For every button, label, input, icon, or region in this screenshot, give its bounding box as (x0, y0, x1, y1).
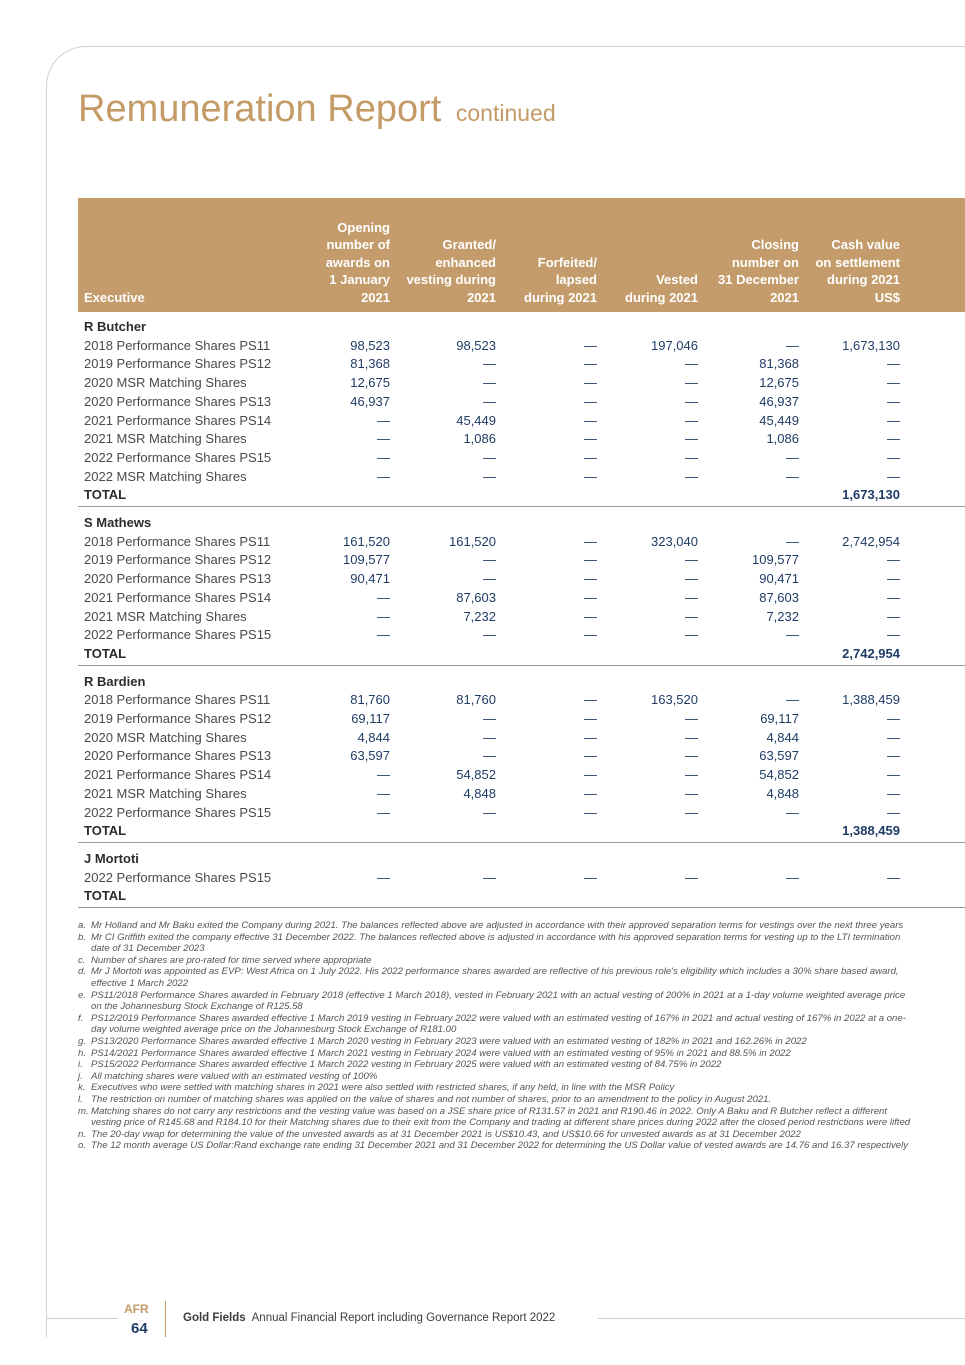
cell-value: — (584, 589, 597, 605)
cell-value: — (887, 608, 900, 624)
executive-name: R Bardien (84, 673, 146, 689)
cell-value: — (377, 449, 390, 465)
award-label: 2021 MSR Matching Shares (84, 785, 247, 801)
total-row (78, 887, 965, 906)
total-value: 1,388,459 (842, 823, 900, 839)
footnote-key: c. (78, 954, 86, 966)
cell-value: 87,603 (759, 589, 799, 605)
award-label: 2020 Performance Shares PS13 (84, 571, 272, 587)
cell-value: — (584, 375, 597, 391)
cell-value: 197,046 (651, 337, 698, 353)
footer-divider (165, 1301, 166, 1337)
executive-name: J Mortoti (84, 850, 139, 866)
cell-value: 4,844 (766, 729, 799, 745)
cell-value: — (685, 431, 698, 447)
table-row (78, 570, 965, 589)
table-row (78, 337, 965, 356)
cell-value: — (685, 627, 698, 643)
cell-value: — (887, 589, 900, 605)
cell-value: 109,577 (343, 552, 390, 568)
footer-text (183, 1312, 555, 1324)
footer-rule-right (598, 1318, 965, 1319)
cell-value: — (685, 571, 698, 587)
cell-value: 1,086 (766, 431, 799, 447)
total-label: TOTAL (84, 487, 127, 503)
table-row (78, 729, 965, 748)
footnote (78, 1082, 918, 1094)
award-label: 2018 Performance Shares PS11 (84, 337, 271, 353)
cell-value: — (584, 571, 597, 587)
award-label: 2021 MSR Matching Shares (84, 608, 247, 624)
cell-value: 161,520 (449, 533, 496, 549)
total-label: TOTAL (84, 888, 127, 904)
cell-value: — (685, 748, 698, 764)
cell-value: — (584, 729, 597, 745)
cell-value: — (887, 449, 900, 465)
cell-value: — (483, 571, 496, 587)
footer-report: Annual Financial Report including Governance Report 2022 (251, 1312, 556, 1324)
cell-value: — (887, 729, 900, 745)
cell-value: — (584, 393, 597, 409)
award-label: 2022 MSR Matching Shares (84, 468, 247, 484)
cell-value: — (685, 869, 698, 885)
footnote-key: g. (78, 1035, 87, 1047)
award-label: 2018 Performance Shares PS11 (84, 692, 271, 708)
table-row (78, 710, 965, 729)
award-label: 2021 Performance Shares PS14 (84, 412, 272, 428)
cell-value: — (685, 375, 698, 391)
group-separator (78, 907, 965, 908)
footnote-text: Number of shares are pro-rated for time served where appropriate (91, 954, 372, 966)
cell-value: — (887, 552, 900, 568)
cell-value: — (584, 627, 597, 643)
cell-value: 4,844 (357, 729, 390, 745)
cell-value: — (887, 571, 900, 587)
group-separator (78, 506, 965, 507)
footnote (78, 955, 918, 967)
cell-value: — (483, 468, 496, 484)
cell-value: 69,117 (760, 711, 799, 726)
footnote-text: PS15/2022 Performance Shares awarded effective 1 March 2022 vesting in February 2025 were valued with an estimated vesting of 84.75% in 2022 (91, 1059, 722, 1071)
cell-value: 90,471 (759, 571, 799, 587)
cell-value: — (887, 711, 900, 726)
award-label: 2021 Performance Shares PS14 (84, 767, 272, 783)
footnote (78, 1048, 918, 1060)
cell-value: — (887, 748, 900, 764)
cell-value: 69,117 (351, 711, 390, 726)
table-row (78, 747, 965, 766)
cell-value: — (584, 785, 597, 801)
cell-value: — (685, 356, 698, 372)
cell-value: — (786, 337, 799, 353)
cell-value: 1,086 (463, 431, 496, 447)
cell-value: — (685, 785, 698, 801)
table-row (78, 449, 965, 468)
cell-value: — (584, 869, 597, 885)
executive-name: R Butcher (84, 319, 147, 334)
group-name-row (78, 514, 965, 533)
table-header (78, 198, 965, 312)
cell-value: 163,520 (651, 692, 698, 708)
cell-value: 63,597 (350, 748, 390, 764)
cell-value: — (685, 412, 698, 428)
footnote-text: Mr Holland and Mr Baku exited the Company during 2021. The balances reflected above are adjusted in accordance with their approved separation terms for vestings over the next three years (91, 920, 904, 931)
cell-value: — (584, 552, 597, 568)
cell-value: 90,471 (350, 571, 390, 587)
footnote-text: PS11/2018 Performance Shares awarded in February 2018 (effective 1 March 2018), vested in February 2021 with an actual vesting of 200% in 2021 at a 1-day volume weighted average price on the Johannesburg Stock Exchange of R125.58 (91, 989, 906, 1013)
cell-value: — (377, 869, 390, 885)
footnote-key: m. (78, 1105, 89, 1117)
cell-value: 81,760 (456, 692, 496, 708)
cell-value: — (584, 692, 597, 708)
cell-value: 98,523 (456, 337, 496, 353)
cell-value: — (584, 804, 597, 820)
cell-value: — (887, 627, 900, 643)
award-label: 2022 Performance Shares PS15 (84, 627, 272, 643)
footnote-text: PS13/2020 Performance Shares awarded effective 1 March 2020 vesting in February 2023 were valued with an estimated vesting of 182% in 2021 and 162.26% in 2022 (91, 1035, 807, 1047)
table-row (78, 869, 965, 888)
group-name-row (78, 318, 965, 337)
cell-value: — (584, 337, 597, 353)
table-row (78, 533, 965, 552)
footnote-text: The 20-day vwap for determining the value of the unvested awards as at 31 December 2021 is US$10.43, and US$10.66 for unvested awards as at 31 December 2022 (91, 1128, 801, 1140)
table-row (78, 355, 965, 374)
cell-value: — (483, 627, 496, 643)
total-row (78, 822, 965, 841)
total-label: TOTAL (84, 823, 127, 839)
cell-value: 54,852 (759, 767, 799, 783)
executive-name: S Mathews (84, 515, 152, 530)
cell-value: — (483, 393, 496, 409)
footnote (78, 1106, 918, 1129)
footnote-key: l. (78, 1093, 83, 1105)
footnote-key: n. (78, 1128, 87, 1140)
cell-value: 7,232 (463, 608, 496, 624)
footnote-key: d. (78, 966, 87, 978)
award-label: 2018 Performance Shares PS11 (84, 533, 271, 549)
table-row (78, 766, 965, 785)
footer-rule-left (46, 1318, 118, 1319)
cell-value: — (377, 804, 390, 820)
cell-value: — (483, 356, 496, 372)
cell-value: — (786, 869, 799, 885)
cell-value: — (887, 785, 900, 801)
cell-value: — (483, 869, 496, 885)
award-label: 2022 Performance Shares PS15 (84, 804, 272, 820)
footnote-key: i. (78, 1059, 83, 1071)
footnote-key: k. (78, 1082, 86, 1094)
cell-value: — (887, 804, 900, 820)
table-row (78, 626, 965, 645)
cell-value: 54,852 (456, 767, 496, 783)
award-label: 2020 MSR Matching Shares (84, 375, 247, 391)
footnote (78, 1140, 918, 1152)
footnote (78, 932, 918, 955)
award-label: 2021 Performance Shares PS14 (84, 589, 272, 605)
cell-value: — (887, 869, 900, 885)
cell-value: — (685, 767, 698, 783)
cell-value: — (584, 748, 597, 764)
footnote-key: h. (78, 1047, 87, 1059)
footnote-key: o. (78, 1140, 87, 1152)
cell-value: — (685, 608, 698, 624)
award-label: 2020 Performance Shares PS13 (84, 748, 272, 764)
footnotes (78, 920, 918, 1152)
footnote (78, 1071, 918, 1083)
table-row (78, 691, 965, 710)
cell-value: — (377, 785, 390, 801)
cell-value: 4,848 (766, 785, 799, 801)
group-separator (78, 842, 965, 843)
footnote-key: b. (78, 931, 87, 943)
footnote (78, 1129, 918, 1141)
cell-value: — (483, 449, 496, 465)
table-row (78, 804, 965, 823)
cell-value: — (483, 804, 496, 820)
table-row (78, 785, 965, 804)
cell-value: 46,937 (759, 393, 799, 409)
cell-value: 81,368 (350, 356, 390, 372)
award-label: 2021 MSR Matching Shares (84, 431, 247, 447)
cell-value: — (685, 449, 698, 465)
cell-value: 109,577 (752, 552, 799, 568)
cell-value: — (685, 729, 698, 745)
cell-value: 98,523 (350, 337, 390, 353)
header-granted: Granted/ enhanced vesting during 2021 (406, 237, 496, 305)
cell-value: 81,760 (350, 692, 390, 708)
total-value: 1,673,130 (842, 487, 900, 503)
cell-value: — (786, 449, 799, 465)
footnote-text: Mr CI Griffith exited the company effective 31 December 2022. The balances reflected above is adjusted in accordance with his approved separation terms for vesting up to the LTI termination date of 31 December 2023 (91, 931, 901, 955)
cell-value: — (685, 393, 698, 409)
footnote (78, 966, 918, 989)
cell-value: — (685, 804, 698, 820)
cell-value: — (584, 412, 597, 428)
cell-value: — (887, 375, 900, 391)
footnote-text: PS14/2021 Performance Shares awarded effective 1 March 2021 vesting in February 2024 were valued with an estimated vesting of 95% in 2021 and 88.5% in 2022 (91, 1047, 791, 1059)
footnote (78, 920, 918, 932)
cell-value: — (483, 729, 496, 745)
group-separator (78, 665, 965, 666)
cell-value: 323,040 (651, 533, 698, 549)
cell-value: — (584, 533, 597, 549)
total-row (78, 645, 965, 664)
footnote-text: PS12/2019 Performance Shares awarded effective 1 March 2019 vesting in February 2022 were valued with an estimated vesting of 167% in 2021 and actual vesting of 167% in 2022 at a one-day volume weighted average price on the Johannesburg Stock Exchange of R181.00 (91, 1012, 906, 1036)
cell-value: 46,937 (350, 393, 390, 409)
footnote (78, 1059, 918, 1071)
total-row (78, 486, 965, 505)
award-label: 2022 Performance Shares PS15 (84, 449, 272, 465)
group-name-row (78, 673, 965, 692)
award-label: 2020 Performance Shares PS13 (84, 393, 272, 409)
footnote-key: j. (78, 1070, 83, 1082)
cell-value: 12,675 (350, 375, 390, 391)
cell-value: — (377, 767, 390, 783)
table-row (78, 430, 965, 449)
table-row (78, 551, 965, 570)
cell-value: 63,597 (759, 748, 799, 764)
table-row (78, 393, 965, 412)
header-vested: Vested during 2021 (625, 272, 698, 305)
cell-value: 7,232 (766, 608, 799, 624)
cell-value: — (685, 552, 698, 568)
footnote-key: e. (78, 989, 87, 1001)
cell-value: — (377, 412, 390, 428)
cell-value: 161,520 (343, 533, 390, 549)
cell-value: — (584, 767, 597, 783)
cell-value: — (685, 711, 698, 726)
footnote-text: All matching shares were valued with an estimated vesting of 100% (91, 1070, 378, 1082)
table-row (78, 374, 965, 393)
cell-value: — (377, 589, 390, 605)
table-row (78, 589, 965, 608)
cell-value: — (786, 627, 799, 643)
header-opening: Opening number of awards on 1 January 2021 (325, 219, 390, 305)
footnote-text: Mr J Mortoti was appointed as EVP: West Africa on 1 July 2022. His 2022 performance shares awarded are reflective of his previous role's eligibility which includes a 30% share based award, effective 1 March 2022 (91, 966, 899, 989)
cell-value: — (887, 393, 900, 409)
cell-value: — (685, 468, 698, 484)
cell-value: — (887, 767, 900, 783)
cell-value: — (584, 468, 597, 484)
award-label: 2019 Performance Shares PS12 (84, 711, 272, 726)
cell-value: — (786, 533, 799, 549)
cell-value: — (786, 692, 799, 708)
header-cash: Cash value on settlement during 2021 US$ (815, 237, 900, 305)
cell-value: — (377, 468, 390, 484)
footer-company: Gold Fields (183, 1312, 246, 1324)
cell-value: — (887, 431, 900, 447)
award-label: 2019 Performance Shares PS12 (84, 356, 272, 372)
cell-value: — (377, 627, 390, 643)
cell-value: 81,368 (759, 356, 799, 372)
page-title (78, 88, 556, 131)
footnote (78, 1013, 918, 1036)
footnote-text: The restriction on number of matching shares was applied on the value of shares and not number of shares, prior to an amendment to the policy in August 2021. (91, 1093, 772, 1105)
cell-value: — (584, 431, 597, 447)
footer-afr: AFR (124, 1302, 149, 1316)
cell-value: — (377, 431, 390, 447)
footnote (78, 990, 918, 1013)
cell-value: 1,673,130 (842, 337, 900, 353)
cell-value: — (887, 412, 900, 428)
cell-value: — (584, 356, 597, 372)
table-row (78, 608, 965, 627)
title-main: Remuneration Report (78, 88, 442, 130)
table-row (78, 412, 965, 431)
cell-value: 2,742,954 (842, 533, 900, 549)
cell-value: — (887, 468, 900, 484)
cell-value: — (887, 356, 900, 372)
award-label: 2019 Performance Shares PS12 (84, 552, 272, 568)
footnote-key: a. (78, 920, 87, 931)
cell-value: — (786, 468, 799, 484)
table-row (78, 468, 965, 487)
cell-value: — (377, 608, 390, 624)
cell-value: — (584, 711, 597, 726)
group-name-row (78, 850, 965, 869)
total-label: TOTAL (84, 645, 127, 661)
cell-value: 45,449 (456, 412, 496, 428)
cell-value: — (483, 711, 496, 726)
award-label: 2022 Performance Shares PS15 (84, 869, 272, 885)
footnote (78, 1036, 918, 1048)
total-value: 2,742,954 (842, 645, 900, 661)
cell-value: — (786, 804, 799, 820)
footnote (78, 1094, 918, 1106)
cell-value: — (483, 748, 496, 764)
cell-value: 87,603 (456, 589, 496, 605)
footnote-text: The 12 month average US Dollar:Rand exchange rate ending 31 December 2021 and 31 December 2022 for determining the US Dollar value of vested awards are 14.76 and 16.37 respectively (91, 1140, 909, 1152)
cell-value: 45,449 (759, 412, 799, 428)
cell-value: — (584, 449, 597, 465)
footnote-text: Matching shares do not carry any restrictions and the vesting value was based on a JSE share price of R131.57 in 2021 and R190.46 in 2022. Only A Baku and R Butcher reflect a different vesting price of R145.68 and R184.10 for their Matching shares due to their exit from the Company and trading at different share prices during 2022 after the closed period restrictions were lifted (91, 1105, 911, 1129)
award-label: 2020 MSR Matching Shares (84, 729, 247, 745)
cell-value: — (685, 589, 698, 605)
cell-value: — (483, 375, 496, 391)
header-forfeited: Forfeited/ lapsed during 2021 (524, 254, 597, 305)
header-executive: Executive (84, 289, 145, 305)
cell-value: — (483, 552, 496, 568)
page-number: 64 (131, 1320, 148, 1337)
footnote-text: Executives who were settled with matching shares in 2021 were also settled with restricted shares, if any held, in line with the MSR Policy (91, 1082, 675, 1094)
title-suffix: continued (455, 100, 556, 126)
cell-value: 1,388,459 (842, 692, 900, 708)
cell-value: — (584, 608, 597, 624)
footnote-key: f. (78, 1012, 84, 1024)
cell-value: 4,848 (463, 785, 496, 801)
cell-value: 12,675 (759, 375, 799, 391)
header-closing: Closing number on 31 December 2021 (718, 237, 799, 305)
